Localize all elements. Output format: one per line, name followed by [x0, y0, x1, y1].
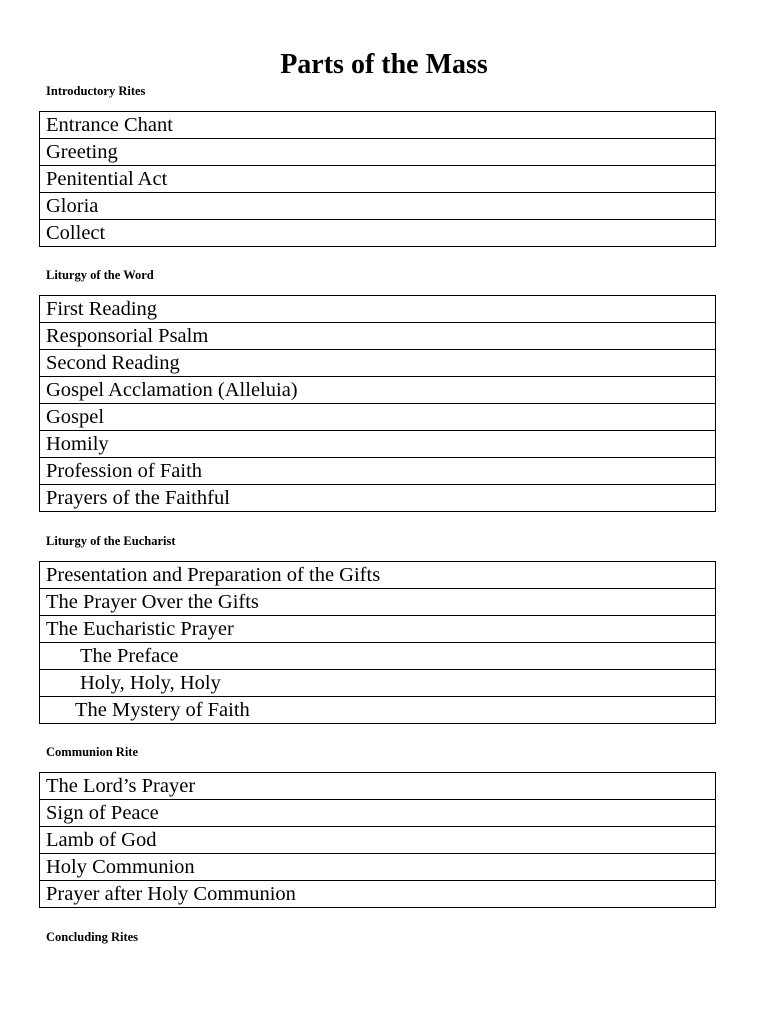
list-item: Second Reading	[40, 350, 716, 377]
liturgy-of-the-eucharist-table	[39, 561, 716, 724]
list-item: Gospel Acclamation (Alleluia)	[40, 377, 716, 404]
table-row	[40, 458, 716, 485]
page-title: Parts of the Mass	[280, 49, 488, 80]
liturgy-of-the-word-table	[39, 295, 716, 512]
list-item: Homily	[40, 431, 716, 458]
table-row	[40, 854, 716, 881]
list-item: Prayer after Holy Communion	[40, 881, 716, 908]
list-item: Entrance Chant	[40, 112, 716, 139]
list-item: The Eucharistic Prayer	[40, 616, 716, 643]
section-label-communion-rite: Communion Rite	[46, 745, 139, 759]
table-row	[40, 485, 716, 512]
section-label-concluding-rites: Concluding Rites	[46, 930, 139, 944]
list-item: Gloria	[40, 193, 716, 220]
list-item: Holy Communion	[40, 854, 716, 881]
table-row	[40, 193, 716, 220]
list-item: The Preface	[40, 643, 716, 670]
table-row	[40, 296, 716, 323]
table-row	[40, 670, 716, 697]
table-row	[40, 431, 716, 458]
table-row	[40, 139, 716, 166]
table-row	[40, 881, 716, 908]
table-row	[40, 323, 716, 350]
list-item: Profession of Faith	[40, 458, 716, 485]
communion-rite-table	[39, 772, 716, 908]
list-item: Presentation and Preparation of the Gifts	[40, 562, 716, 589]
table-row	[40, 404, 716, 431]
list-item: Gospel	[40, 404, 716, 431]
section-label-introductory-rites: Introductory Rites	[46, 84, 146, 98]
list-item: First Reading	[40, 296, 716, 323]
table-row	[40, 350, 716, 377]
table-row	[40, 220, 716, 247]
table-row	[40, 562, 716, 589]
list-item: The Lord’s Prayer	[40, 773, 716, 800]
table-row	[40, 643, 716, 670]
list-item: Sign of Peace	[40, 800, 716, 827]
table-row	[40, 800, 716, 827]
table-row	[40, 827, 716, 854]
section-label-liturgy-of-the-word: Liturgy of the Word	[46, 268, 154, 282]
table-row	[40, 773, 716, 800]
table-row	[40, 112, 716, 139]
table-row	[40, 166, 716, 193]
list-item: Greeting	[40, 139, 716, 166]
list-item: Lamb of God	[40, 827, 716, 854]
list-item: The Prayer Over the Gifts	[40, 589, 716, 616]
list-item: Collect	[40, 220, 716, 247]
list-item: Holy, Holy, Holy	[40, 670, 716, 697]
section-label-liturgy-of-the-eucharist: Liturgy of the Eucharist	[46, 534, 176, 548]
table-row	[40, 377, 716, 404]
table-row	[40, 616, 716, 643]
list-item: Responsorial Psalm	[40, 323, 716, 350]
table-row	[40, 589, 716, 616]
list-item: Prayers of the Faithful	[40, 485, 716, 512]
introductory-rites-table	[39, 111, 716, 247]
table-row	[40, 697, 716, 724]
list-item: Penitential Act	[40, 166, 716, 193]
list-item: The Mystery of Faith	[40, 697, 716, 724]
